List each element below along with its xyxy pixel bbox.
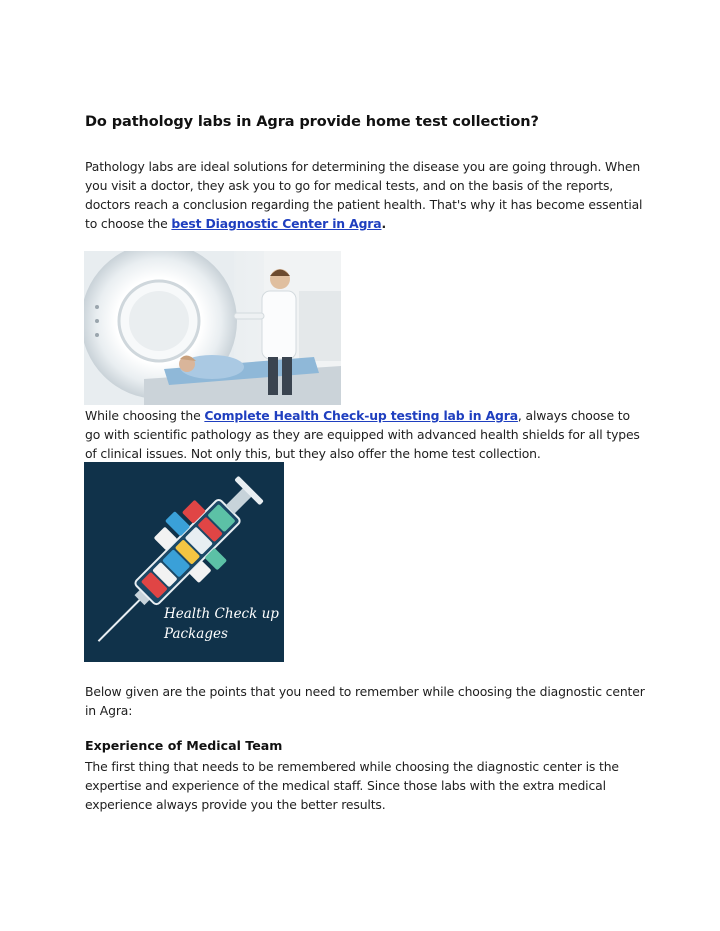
ct-scanner-illustration [84,251,341,405]
caption-line-2: Packages [164,626,228,642]
checkup-paragraph [85,406,645,463]
intro-paragraph-text: Pathology labs are ideal solutions for determining the disease you are going through. When you visit a doctor, they ask you to go for medical tests, and on the basis of the reports, doctors reach a conclusion regarding the patient health. That's why it has become essential to choose the [85,159,643,231]
points-intro-paragraph: Below given are the points that you need to remember while choosing the diagnostic center in Agra: [85,684,645,718]
health-checkup-image [84,462,284,662]
diagnostic-center-link[interactable]: best Diagnostic Center in Agra [171,216,382,231]
intro-paragraph [85,157,645,233]
packages-caption [164,604,279,644]
health-checkup-link[interactable]: Complete Health Check-up testing lab in Agra [204,408,518,423]
checkup-paragraph-end: , always choose to go with scientific pathology as they are equipped with advanced health shields for all types of clinical issues. Not only this, but they also offer the home test collection. [85,408,640,461]
section-title: Experience of Medical Team [85,738,283,753]
section-body: The first thing that needs to be remembered while choosing the diagnostic center is the expertise and experience of the medical staff. Since those labs with the extra medical experience always provide you the better results. [85,759,619,812]
intro-paragraph-end: . [381,216,387,231]
caption-line-1: Health Check up [164,606,279,622]
article-heading: Do pathology labs in Agra provide home test collection? [85,114,539,130]
checkup-paragraph-start: While choosing the [85,408,205,423]
ct-scan-image [84,251,341,405]
